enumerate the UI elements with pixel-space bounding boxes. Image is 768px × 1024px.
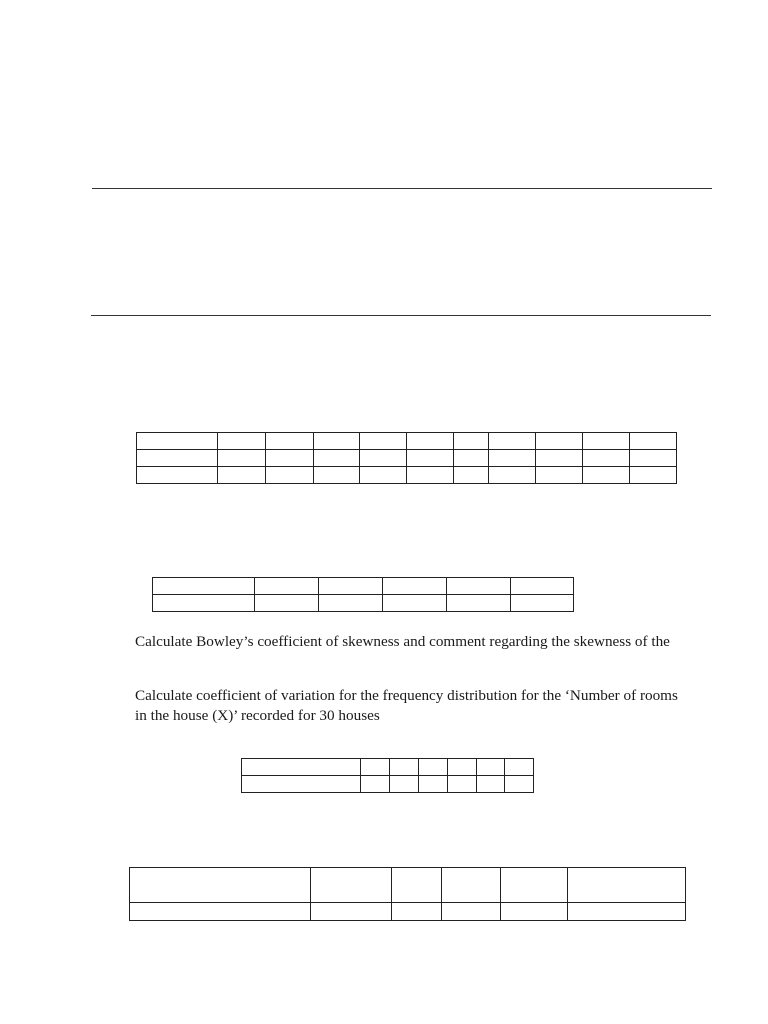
table-cell [447,595,511,612]
table-cell [311,868,392,903]
table-row [153,578,574,595]
table-row [153,595,574,612]
table-cell [477,759,505,776]
table-cell [501,868,568,903]
table-row [137,433,677,450]
table-frequency-1 [136,432,677,484]
table-cell [582,450,629,467]
table-cell [511,595,574,612]
table-cell [406,450,453,467]
table-cell [242,759,361,776]
table-cell [361,776,390,793]
table-cell [313,450,359,467]
table-cell [536,467,582,484]
table-row [242,759,534,776]
table-cell [419,776,448,793]
table-cell [406,467,453,484]
table-row [137,450,677,467]
table-cell [568,903,686,921]
table-cell [511,578,574,595]
table-cell [313,467,359,484]
table-cell [390,776,419,793]
table-cell [319,595,383,612]
table-cell [255,578,319,595]
table-cell [505,776,534,793]
table-cell [419,759,448,776]
table-cell [359,467,406,484]
table-cell [311,903,392,921]
question-bowley-skewness: Calculate Bowley’s coefficient of skewness and comment regarding the skewness of the [135,633,670,650]
table-cell [218,467,266,484]
question-coefficient-of-variation [135,686,678,726]
table-cell [477,776,505,793]
table-cell [489,450,536,467]
table-cell [313,433,359,450]
table-cell [392,903,442,921]
table-cell [406,433,453,450]
table-cell [359,433,406,450]
table-row [130,868,686,903]
table-frequency-2 [152,577,574,612]
table-cell [454,433,489,450]
table-cell [489,433,536,450]
table-cell [390,759,419,776]
table-cell [266,433,313,450]
table-cell [536,433,582,450]
table-cell [629,433,676,450]
table-cell [454,450,489,467]
table-cell [137,433,218,450]
table-cell [361,759,390,776]
table-cell [448,759,477,776]
table-cell [359,450,406,467]
horizontal-rule-top [92,188,712,189]
table-cell [582,467,629,484]
table-cell [130,868,311,903]
table-cell [153,595,255,612]
table-cell [489,467,536,484]
table-cell [255,595,319,612]
table-frequency-4 [129,867,686,921]
table-cell [242,776,361,793]
table-cell [266,450,313,467]
table-cell [442,868,501,903]
question-line: Calculate coefficient of variation for the frequency distribution for the ‘Number of rooms [135,687,678,704]
table-cell [392,868,442,903]
table-row [130,903,686,921]
question-line: in the house (X)’ recorded for 30 houses [135,707,380,724]
table-cell [442,903,501,921]
table-cell [383,578,447,595]
table-cell [447,578,511,595]
table-cell [137,450,218,467]
table-cell [505,759,534,776]
table-cell [582,433,629,450]
table-cell [218,450,266,467]
table-cell [383,595,447,612]
table-cell [629,450,676,467]
table-cell [137,467,218,484]
table-cell [501,903,568,921]
table-row [137,467,677,484]
table-cell [629,467,676,484]
table-cell [536,450,582,467]
table-cell [153,578,255,595]
table-rooms-frequency [241,758,534,793]
table-row [242,776,534,793]
table-cell [218,433,266,450]
table-cell [454,467,489,484]
table-cell [130,903,311,921]
table-cell [319,578,383,595]
table-cell [266,467,313,484]
table-cell [448,776,477,793]
horizontal-rule-bottom [91,315,711,316]
table-cell [568,868,686,903]
